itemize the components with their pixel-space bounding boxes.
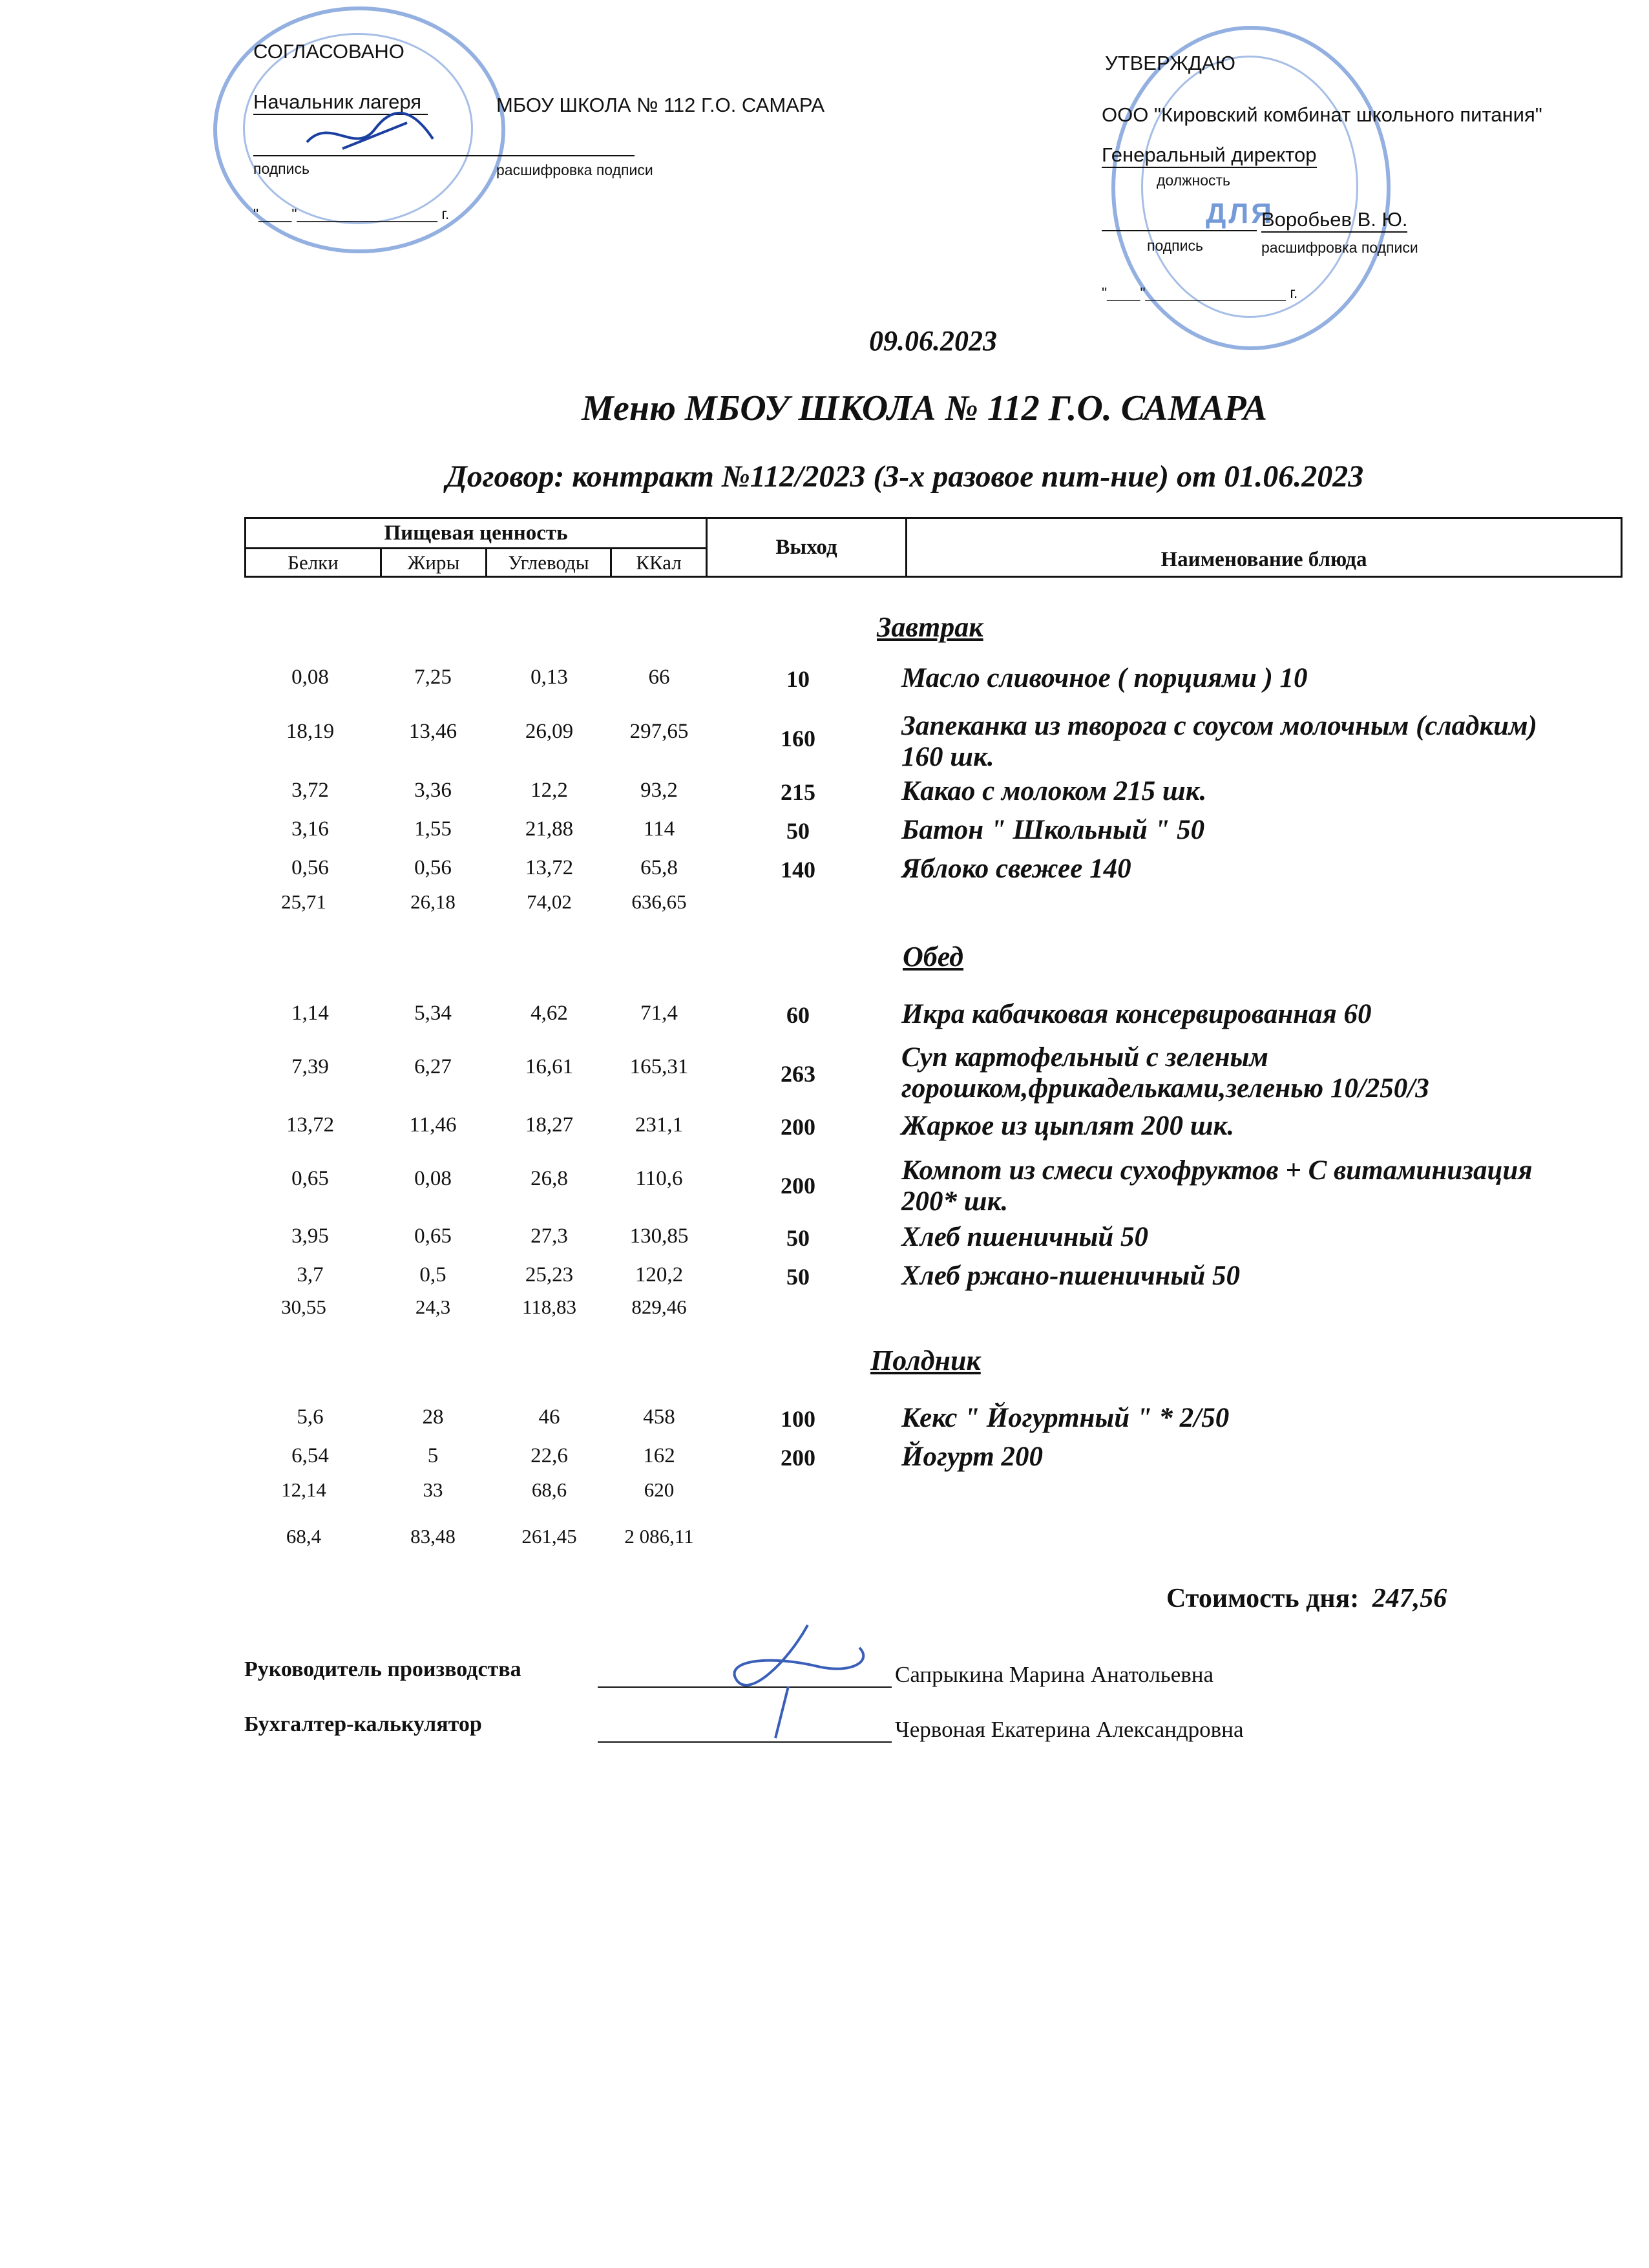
left-position: Начальник лагеря [253, 90, 428, 115]
section-breakfast: Завтрак [877, 611, 983, 643]
right-heading: УТВЕРЖДАЮ [1105, 52, 1235, 74]
header-proteins: Белки [246, 549, 381, 577]
left-organization: МБОУ ШКОЛА № 112 Г.О. САМАРА [496, 94, 825, 116]
day-cost-value: 247,56 [1372, 1584, 1447, 1613]
menu-date: 09.06.2023 [869, 325, 997, 357]
day-cost [1166, 1583, 1447, 1614]
right-organization: ООО "Кировский комбинат школьного питания" [1102, 103, 1542, 126]
right-date-line: "____"_________________ г. [1102, 284, 1298, 301]
signature-role: Руководитель производства [244, 1657, 521, 1681]
signature-name: Червоная Екатерина Александровна [895, 1717, 1244, 1742]
header-kcal: ККал [611, 549, 707, 577]
signature-role: Бухгалтер-калькулятор [244, 1712, 482, 1736]
header-dish: Наименование блюда [907, 518, 1622, 577]
right-position-caption: должность [1157, 172, 1231, 189]
section-snack: Полдник [870, 1345, 981, 1376]
right-stamp: ДЛЯ [1111, 26, 1391, 350]
header-fats: Жиры [381, 549, 487, 577]
production-signature-scribble [711, 1622, 879, 1745]
right-signature-line [1102, 230, 1257, 231]
right-signer: Воробьев В. Ю. [1261, 208, 1407, 233]
left-heading: СОГЛАСОВАНО [253, 40, 404, 63]
signature-name: Сапрыкина Марина Анатольевна [895, 1662, 1214, 1687]
day-cost-label: Стоимость дня: [1166, 1584, 1360, 1613]
header-carbs: Углеводы [487, 549, 611, 577]
header-nutrition: Пищевая ценность [246, 518, 707, 549]
left-decode-caption: расшифровка подписи [496, 162, 653, 178]
left-signature-caption: подпись [253, 160, 310, 177]
right-decode-caption: расшифровка подписи [1261, 239, 1418, 256]
left-signature-scribble [304, 103, 452, 162]
right-position: Генеральный директор [1102, 143, 1317, 168]
contract-line: Договор: контракт №112/2023 (3-х разовое пит-ние) от 01.06.2023 [446, 459, 1364, 494]
right-signature-caption: подпись [1147, 237, 1203, 254]
menu-title: Меню МБОУ ШКОЛА № 112 Г.О. САМАРА [582, 388, 1268, 428]
table-header [244, 517, 1623, 578]
header-output: Выход [707, 518, 907, 577]
section-lunch: Обед [903, 941, 963, 972]
left-date-line: "____"_________________ г. [253, 205, 450, 222]
